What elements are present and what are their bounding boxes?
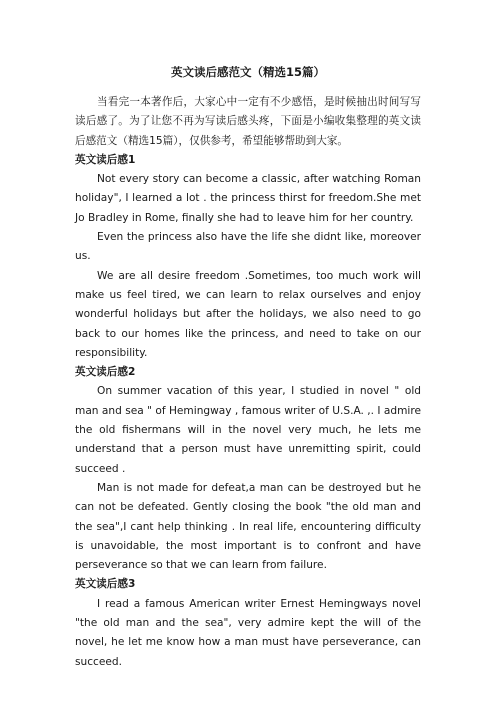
section-2-paragraph-2: Man is not made for defeat,a man can be destroyed but he can not be defeated. Gently closing the book "the old man and the sea",I cant help thinking . In real life, encountering difficulty is unavoidable, the most important is to confront and have perseverance so that we can learn from failure. bbox=[75, 481, 421, 572]
section-1-paragraph-2: Even the princess also have the life she didnt like, moreover us. bbox=[75, 231, 421, 263]
section-3-paragraph-1: I read a famous American writer Ernest Hemingways novel "the old man and the sea", very admire kept the will of the novel, he let me know how a man must have perseverance, can succeed. bbox=[75, 597, 421, 668]
document-body bbox=[75, 64, 421, 672]
section-heading-2: 英文读后感2 bbox=[75, 366, 136, 379]
section-heading-3: 英文读后感3 bbox=[75, 578, 136, 591]
section-1-paragraph-1: Not every story can become a classic, after watching Roman holiday", I learned a lot . the princess thirst for freedom.She met Jo Bradley in Rome, finally she had to leave him for her country. bbox=[75, 173, 421, 224]
document-title: 英文读后感范文（精选15篇） bbox=[170, 65, 325, 79]
section-heading-1: 英文读后感1 bbox=[75, 153, 136, 166]
section-2-paragraph-1: On summer vacation of this year, I studied in novel " old man and sea " of Hemingway , famous writer of U.S.A. ,. I admire the old fishermans will in the novel very much, he lets me understand that a person must have unremitting spirit, could succeed . bbox=[75, 385, 421, 475]
intro-paragraph: 当看完一本著作后，大家心中一定有不少感悟，是时候抽出时间写写读后感了。为了让您不再为写读后感头疼，下面是小编收集整理的英文读后感范文（精选15篇），仅供参考，希望能够帮助到大家。 bbox=[75, 96, 421, 147]
section-1-paragraph-3: We are all desire freedom .Sometimes, too much work will make us feel tired, we can learn to relax ourselves and enjoy wonderful holidays but after the holidays, we also need to go back to our homes like the princess, and need to take on our responsibility. bbox=[75, 269, 421, 359]
